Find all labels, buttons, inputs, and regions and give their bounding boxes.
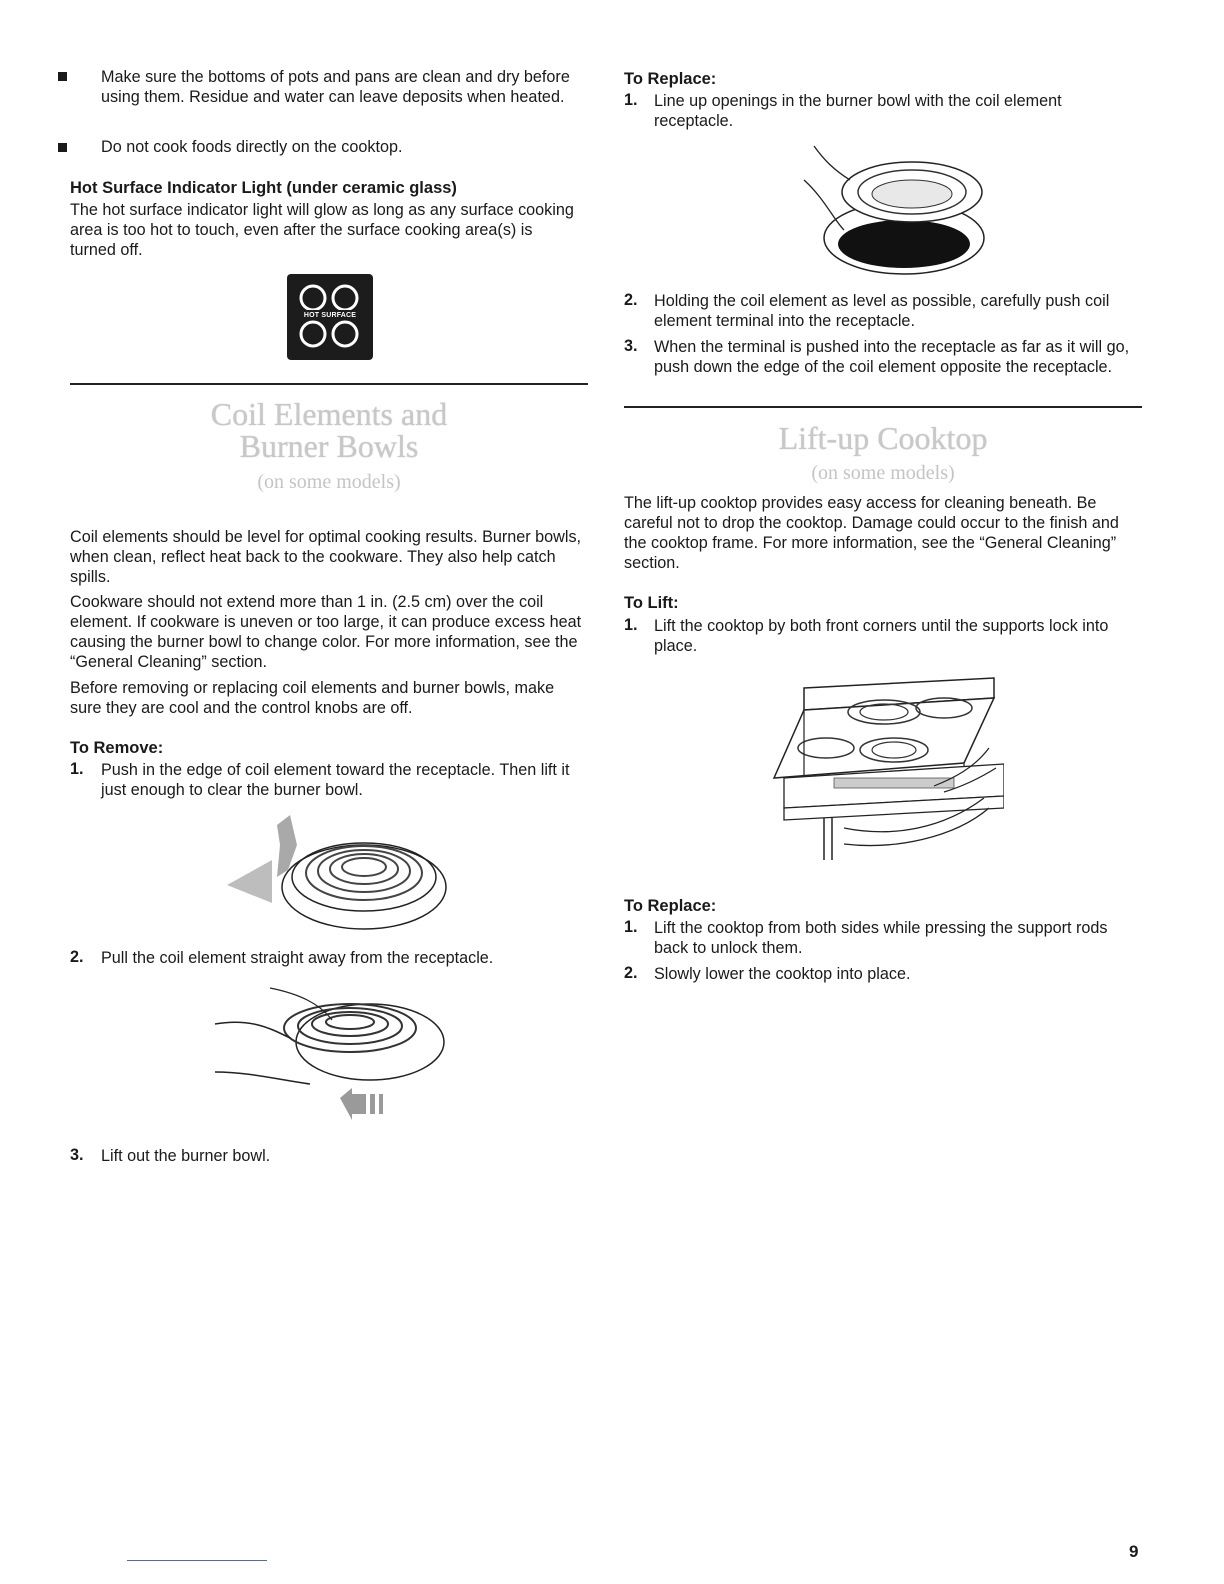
bullet-text-1: Make sure the bottoms of pots and pans are clean and dry before using them. Residue and water can leave deposits when heated. [101, 68, 570, 106]
replace-bowl-illustration [794, 140, 994, 280]
lift-up-subtitle: (on some models) [811, 462, 955, 484]
hot-surface-body: The hot surface indicator light will glow as long as any surface cooking area is too hot to touch, even after the surface cooking area(s) is turned off. [70, 201, 574, 259]
remove-step-2: Pull the coil element straight away from the receptacle. [101, 949, 494, 967]
step-number: 1. [70, 760, 84, 778]
replace-coil-step-3: When the terminal is pushed into the receptacle as far as it will go, push down the edge of the coil element opposite the receptacle. [654, 338, 1130, 376]
step-number: 2. [624, 964, 638, 982]
step-number: 1. [624, 616, 638, 634]
paragraph-1: Coil elements should be level for optimal cooking results. Burner bowls, when clean, reflect heat back to the cookware. They also help catch spills. [70, 528, 582, 586]
paragraph-2: Cookware should not extend more than 1 in. (2.5 cm) over the coil element. If cookware is uneven or too large, it can produce excess heat causing the burner bowl to change color. For more information, see the “General Cleaning” section. [70, 593, 582, 671]
step-number: 2. [624, 291, 638, 309]
section-divider [70, 383, 588, 385]
remove-step-1: Push in the edge of coil element toward the receptacle. Then lift it just enough to clear the burner bowl. [101, 761, 570, 799]
remove-coil-illustration [222, 815, 452, 935]
section-subtitle: (on some models) [257, 471, 401, 493]
step-number: 1. [624, 91, 638, 109]
hot-surface-heading: Hot Surface Indicator Light (under ceramic glass) [70, 179, 457, 197]
lift-up-title: Lift-up Cooktop [778, 420, 988, 456]
section-title-line1: Coil Elements and [210, 396, 448, 432]
step-number: 3. [624, 337, 638, 355]
to-remove-heading: To Remove: [70, 739, 164, 757]
replace-cooktop-step-2: Slowly lower the cooktop into place. [654, 965, 911, 983]
replace-cooktop-step-1: Lift the cooktop from both sides while pressing the support rods back to unlock them. [654, 919, 1108, 957]
section-divider [624, 406, 1142, 408]
to-replace-coil-heading: To Replace: [624, 70, 717, 88]
bullet-marker [58, 143, 67, 152]
to-replace-cooktop-heading: To Replace: [624, 897, 717, 915]
page-number: 9 [1129, 1542, 1139, 1561]
bullet-text-2: Do not cook foods directly on the cooktop. [101, 138, 403, 156]
to-lift-heading: To Lift: [624, 594, 679, 612]
paragraph-3: Before removing or replacing coil elements and burner bowls, make sure they are cool and the control knobs are off. [70, 679, 555, 717]
replace-coil-step-2: Holding the coil element as level as possible, carefully push coil element terminal into the receptacle. [654, 292, 1110, 330]
lift-cooktop-illustration [764, 668, 1004, 863]
step-number: 3. [70, 1146, 84, 1164]
hot-surface-icon-label: HOT SURFACE [303, 312, 357, 319]
pull-coil-illustration [210, 980, 450, 1125]
step-number: 1. [624, 918, 638, 936]
replace-coil-step-1: Line up openings in the burner bowl with the coil element receptacle. [654, 92, 1062, 130]
bullet-marker [58, 72, 67, 81]
remove-step-3: Lift out the burner bowl. [101, 1147, 271, 1165]
lift-up-body: The lift-up cooktop provides easy access for cleaning beneath. Be careful not to drop the cooktop. Damage could occur to the finish and the cooktop frame. For more information, see the “General Cleaning” section. [624, 494, 1119, 572]
step-number: 2. [70, 948, 84, 966]
footer-line [127, 1560, 267, 1561]
lift-step-1: Lift the cooktop by both front corners until the supports lock into place. [654, 617, 1109, 655]
section-title-line2: Burner Bowls [239, 428, 419, 464]
